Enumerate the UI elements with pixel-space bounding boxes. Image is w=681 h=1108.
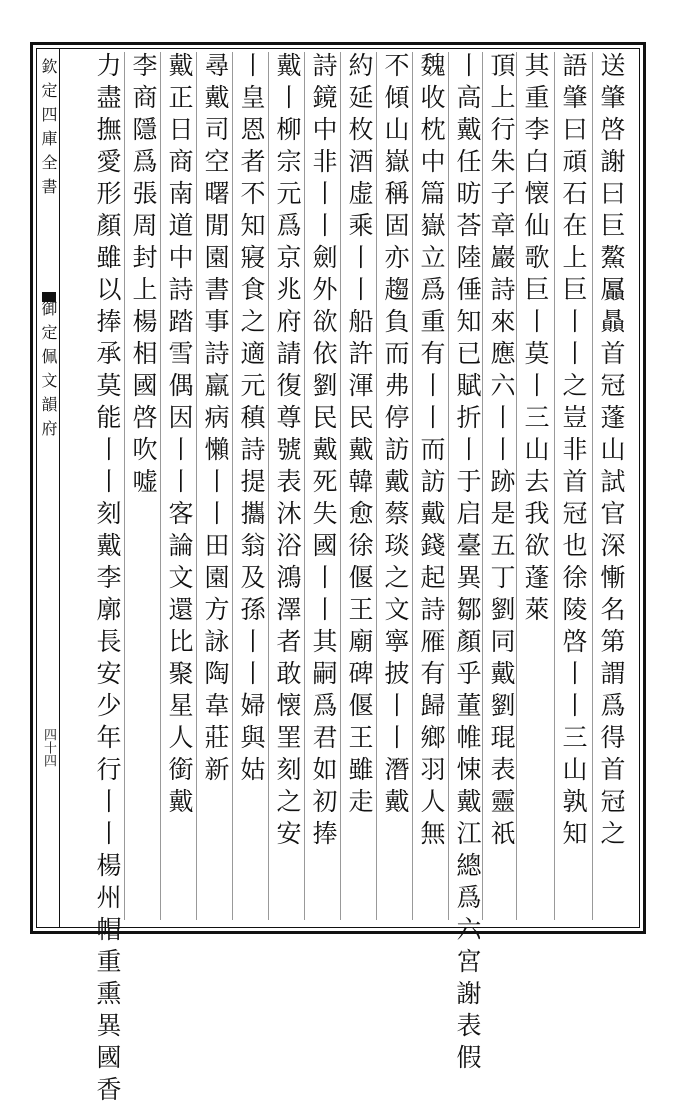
text-column-9: 詩鏡中非丨丨劍外欲依劉民戴死失國丨丨其嗣爲君如初捧 <box>309 52 338 852</box>
column-rule <box>448 52 449 920</box>
text-column-10: 戴丨柳宗元爲京兆府請復尊號表沐浴鴻澤者敢懐罣刻之安 <box>273 52 302 852</box>
text-column-2: 語肇曰頑石在上巨丨丨之豈非首冠也徐陵啓丨丨三山孰知 <box>559 52 588 852</box>
column-rule <box>304 52 305 920</box>
page-number: 四十四 <box>41 728 56 767</box>
text-column-14: 李商隱爲張周封上楊相國啓吹嘘 <box>129 52 158 500</box>
text-column-8: 約延枚酒虚乘丨丨船許渾民戴韓愈徐偃王廟碑偃王雖走 <box>345 52 374 820</box>
column-rule <box>516 52 517 920</box>
text-column-6: 魏收枕中篇嶽立爲重有丨丨而訪戴錢起詩雁有歸鄉羽人無 <box>417 52 446 852</box>
text-column-5: 丨高戴任昉荅陸倕知已賦折丨于启臺異鄒顏乎董帷悚戴江總爲六宮謝表假 <box>453 52 482 1076</box>
text-column-15: 力盡撫愛形顏雖以捧承莫能丨丨刻戴李廓長安少年行丨丨楊州帽重熏異國香 <box>93 52 122 1108</box>
text-column-4: 頂上行朱子章巖詩來應六丨丨跡是五丁劉同戴劉琨表靈祇 <box>487 52 516 852</box>
column-rule <box>196 52 197 920</box>
column-rule <box>160 52 161 920</box>
text-column-13: 戴正日商南道中詩踏雪偶因丨丨客論文還比聚星人銜戴 <box>165 52 194 820</box>
text-column-3: 其重李白懐仙歌巨丨莫丨三山去我欲蓬萊 <box>521 52 550 628</box>
column-rule <box>124 52 125 920</box>
column-rule <box>340 52 341 920</box>
column-rule <box>376 52 377 920</box>
volume-title: 御定佩文韻府 <box>39 300 58 444</box>
book-title: 欽定四庫全書 <box>39 58 58 202</box>
column-rule <box>592 52 593 920</box>
text-column-12: 尋戴司空曙閒園書事詩羸病懶丨丨田園方詠陶韋莊新 <box>201 52 230 788</box>
column-rule <box>412 52 413 920</box>
text-column-11: 丨皇恩者不知寢食之適元稹詩提攜翁及孫丨丨婦與姑 <box>237 52 266 788</box>
column-rule <box>554 52 555 920</box>
column-rule <box>482 52 483 920</box>
text-column-1: 送肇啓謝曰巨鰲屭贔首冠蓬山試官深慚名第謂爲得首冠之 <box>597 52 626 852</box>
text-column-7: 不傾山嶽稱固亦趨負而弗停訪戴蔡琰之文寧披丨丨潛戴 <box>381 52 410 820</box>
column-rule <box>232 52 233 920</box>
column-rule <box>268 52 269 920</box>
